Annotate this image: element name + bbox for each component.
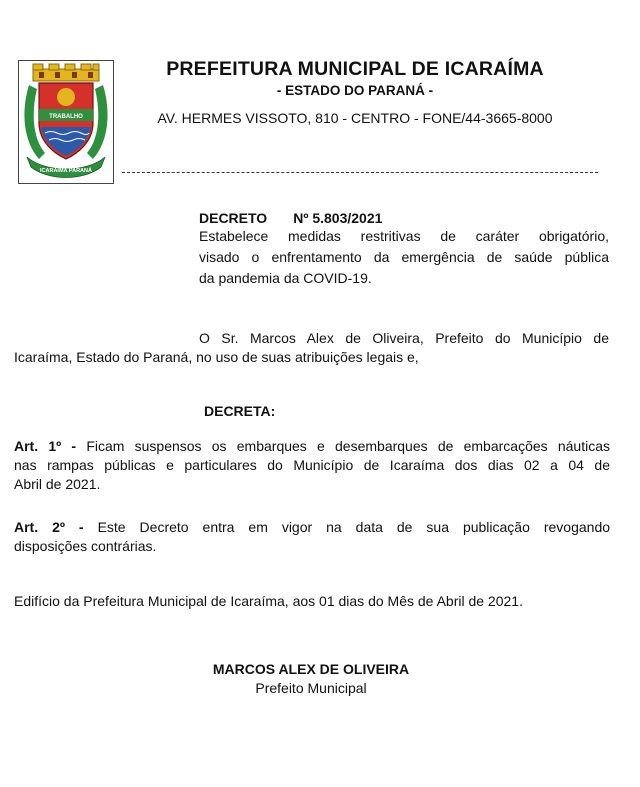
summary-line: Estabelece medidas restritivas de caráter obrigatório, bbox=[199, 228, 609, 244]
article-1-label: Art. 1º - bbox=[14, 438, 77, 454]
crest-frame bbox=[18, 60, 114, 184]
decree-label: DECRETO bbox=[199, 210, 268, 226]
municipality-title: PREFEITURA MUNICIPAL DE ICARAÍMA bbox=[166, 58, 544, 80]
crest-band-text: TRABALHO bbox=[49, 114, 83, 120]
article-2-line bbox=[14, 518, 610, 537]
preamble-line: Icaraíma, Estado do Paraná, no uso de suas atribuições legais e, bbox=[14, 349, 419, 365]
preamble-line: O Sr. Marcos Alex de Oliveira, Prefeito do Município de bbox=[199, 330, 609, 346]
article-2-text: Este Decreto entra em vigor na data de sua publicação revogando bbox=[97, 519, 611, 535]
municipal-coat-of-arms-icon bbox=[19, 61, 113, 183]
decreta-heading: DECRETA: bbox=[204, 403, 276, 419]
summary-line: da pandemia da COVID-19. bbox=[199, 270, 372, 286]
signatory-name: MARCOS ALEX DE OLIVEIRA bbox=[212, 661, 410, 677]
article-1-text: Ficam suspensos os embarques e desembarques de embarcações náuticas bbox=[86, 438, 611, 454]
article-1-line bbox=[14, 437, 610, 456]
article-2-label: Art. 2º - bbox=[14, 519, 84, 535]
article-2-line: disposições contrárias. bbox=[14, 538, 157, 554]
crest-ribbon-text: ICARAÍMA PARANÁ bbox=[40, 168, 92, 174]
closing-statement: Edifício da Prefeitura Municipal de Icaraíma, aos 01 dias do Mês de Abril de 2021. bbox=[14, 593, 523, 609]
decree-heading bbox=[199, 209, 382, 228]
crown-icon bbox=[33, 64, 99, 81]
summary-line: visado o enfrentamento da emergência de saúde pública bbox=[199, 249, 609, 265]
article-1-line: nas rampas públicas e particulares do Município de Icaraíma dos dias 02 a 04 de bbox=[14, 457, 610, 473]
article-1-line: Abril de 2021. bbox=[14, 476, 101, 492]
header-divider bbox=[122, 172, 598, 173]
decree-number: Nº 5.803/2021 bbox=[293, 210, 383, 226]
address-line: AV. HERMES VISSOTO, 810 - CENTRO - FONE/44-3665-8000 bbox=[157, 110, 553, 126]
signatory-role: Prefeito Municipal bbox=[255, 680, 367, 696]
state-subtitle: - ESTADO DO PARANÁ - bbox=[276, 83, 434, 98]
